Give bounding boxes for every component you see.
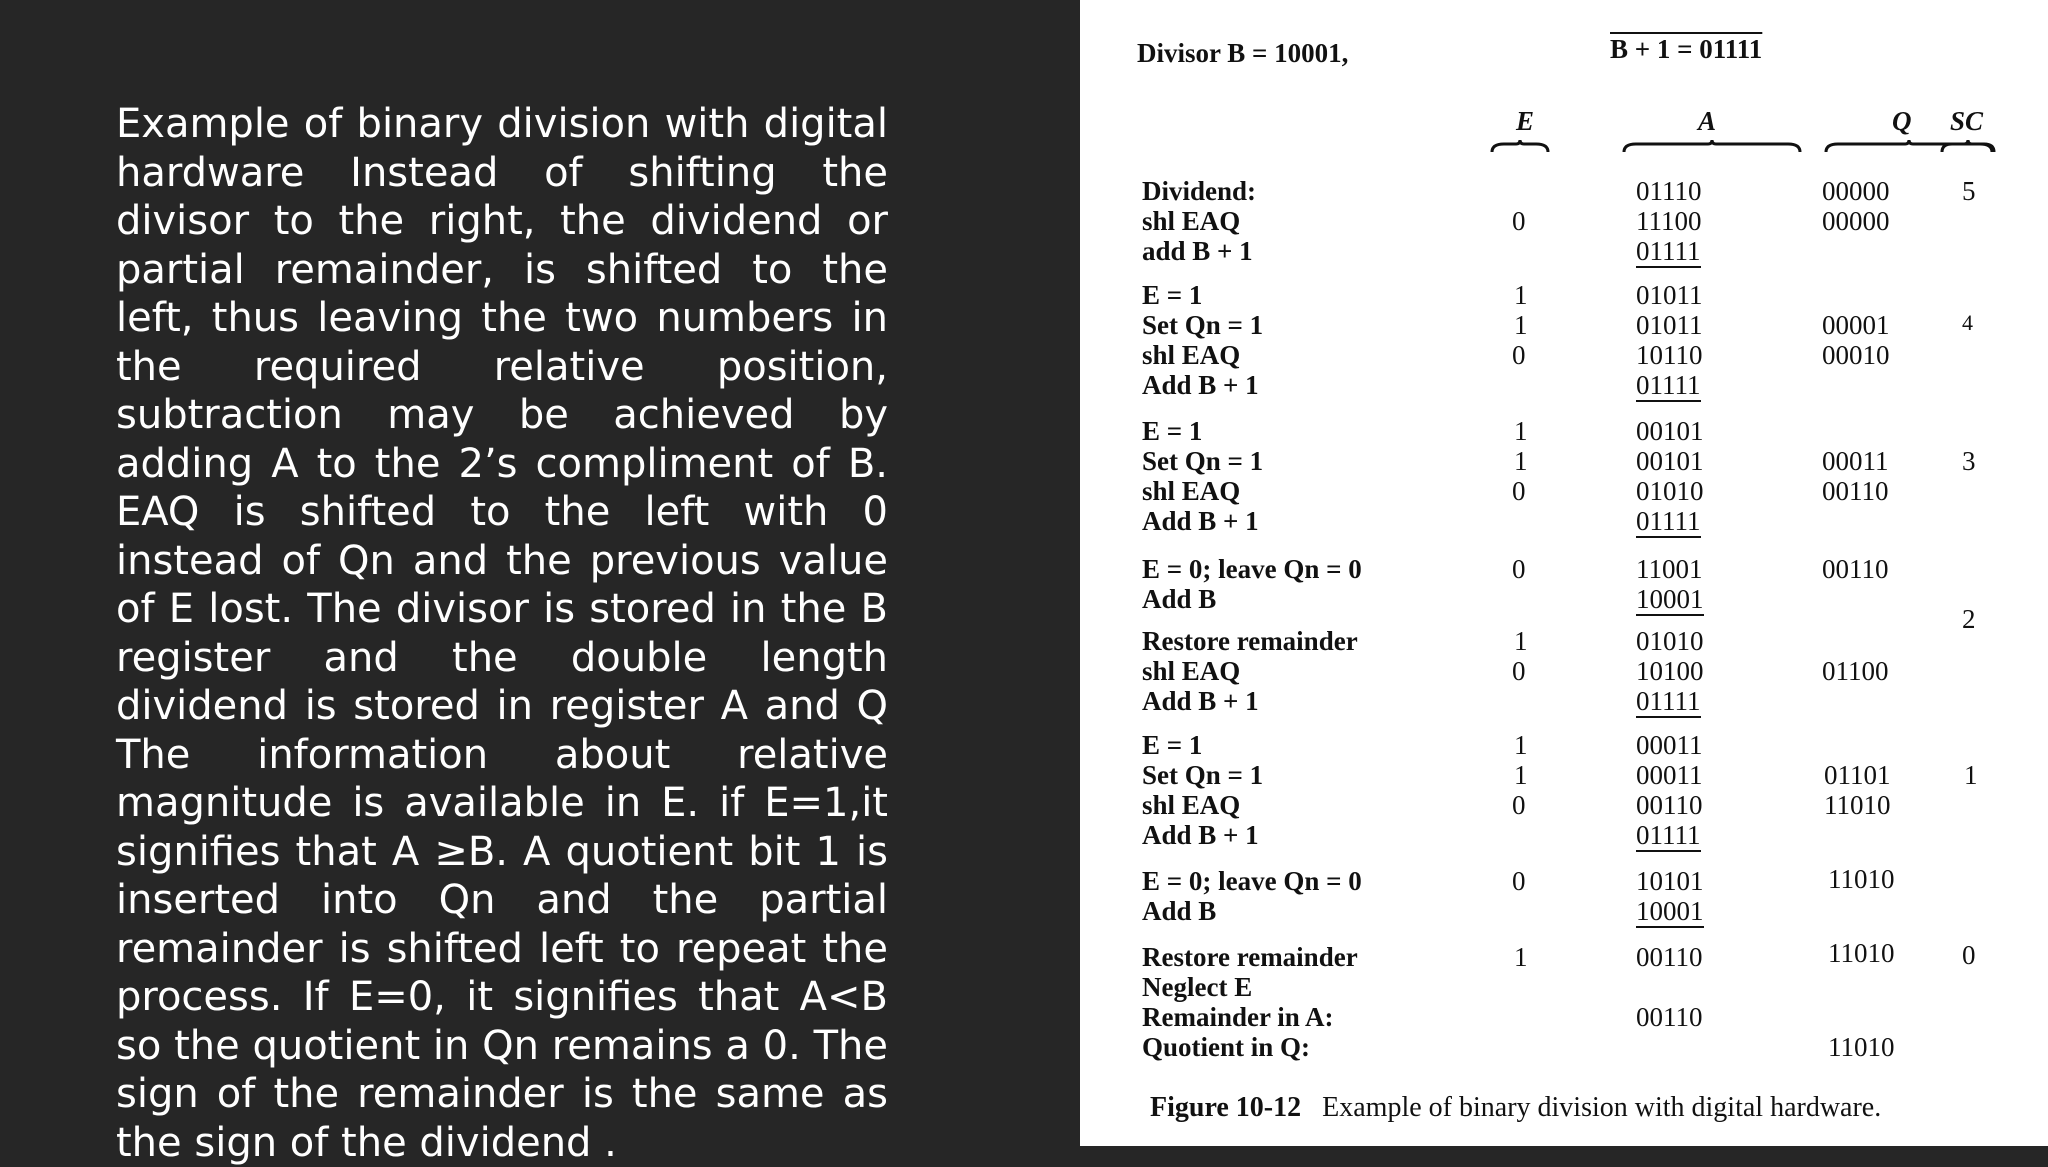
complement-label-text: B + 1 = 01111	[1610, 34, 1763, 64]
step-label: E = 0; leave Qn = 0	[1142, 554, 1362, 584]
a-value: 01111	[1636, 820, 1701, 850]
q-value: 00001	[1822, 310, 1890, 340]
step-label: Add B	[1142, 584, 1217, 614]
e-value: 1	[1514, 760, 1528, 790]
e-value: 1	[1514, 280, 1528, 310]
e-value: 1	[1514, 730, 1528, 760]
step-label: Add B + 1	[1142, 686, 1259, 716]
step-label: shl EAQ	[1142, 790, 1241, 820]
a-value: 00101	[1636, 446, 1704, 476]
q-value: 01100	[1822, 656, 1889, 686]
step-label: Add B + 1	[1142, 820, 1259, 850]
step-label: Add B	[1142, 896, 1217, 926]
step-label: shl EAQ	[1142, 656, 1241, 686]
e-value: 1	[1514, 416, 1528, 446]
a-value: 10110	[1636, 340, 1703, 370]
step-label: Set Qn = 1	[1142, 310, 1264, 340]
a-value: 10001	[1636, 896, 1704, 926]
step-label: E = 1	[1142, 730, 1203, 760]
sc-value: 5	[1962, 176, 1976, 206]
e-value: 0	[1512, 476, 1526, 506]
a-value: 00011	[1636, 730, 1703, 760]
figure-10-12	[1080, 0, 2048, 1146]
a-value: 01111	[1636, 236, 1701, 266]
step-label: E = 1	[1142, 416, 1203, 446]
sc-value: 3	[1962, 446, 1976, 476]
a-value: 00101	[1636, 416, 1704, 446]
q-value: 11010	[1828, 864, 1895, 894]
step-label: Set Qn = 1	[1142, 446, 1264, 476]
a-value: 10001	[1636, 584, 1704, 614]
brace-sc	[1940, 140, 1996, 154]
a-value: 11100	[1636, 206, 1702, 236]
q-value: 00000	[1822, 176, 1890, 206]
a-value: 01011	[1636, 310, 1703, 340]
a-value: 00110	[1636, 1002, 1703, 1032]
step-label: Restore remainder	[1142, 626, 1358, 656]
a-value: 01111	[1636, 370, 1701, 400]
e-value: 0	[1512, 790, 1526, 820]
complement-label	[1610, 36, 1762, 63]
e-value: 0	[1512, 206, 1526, 236]
a-value: 00011	[1636, 760, 1703, 790]
figure-caption	[1150, 1094, 1881, 1122]
a-value: 01010	[1636, 476, 1704, 506]
step-label: shl EAQ	[1142, 206, 1241, 236]
a-value: 01111	[1636, 686, 1701, 716]
a-value: 00110	[1636, 942, 1703, 972]
sc-value: 0	[1962, 940, 1976, 970]
header-q: Q	[1892, 106, 1912, 136]
q-value: 11010	[1828, 938, 1895, 968]
e-value: 0	[1512, 656, 1526, 686]
divisor-label: Divisor B = 10001,	[1137, 38, 1349, 68]
step-label: Dividend:	[1142, 176, 1257, 206]
step-label: E = 0; leave Qn = 0	[1142, 866, 1362, 896]
header-a: A	[1698, 106, 1717, 136]
q-value: 00011	[1822, 446, 1889, 476]
step-label: add B + 1	[1142, 236, 1253, 266]
a-value: 10101	[1636, 866, 1704, 896]
step-label: Add B + 1	[1142, 506, 1259, 536]
step-label: shl EAQ	[1142, 476, 1241, 506]
sc-value: 2	[1962, 604, 1976, 634]
figure-bottom-edge	[1080, 1146, 2048, 1152]
step-label: Neglect E	[1142, 972, 1253, 1002]
e-value: 0	[1512, 340, 1526, 370]
e-value: 1	[1514, 446, 1528, 476]
a-value: 01011	[1636, 280, 1703, 310]
e-value: 1	[1514, 626, 1528, 656]
a-value: 01111	[1636, 506, 1701, 536]
q-value: 11010	[1828, 1032, 1895, 1062]
caption-number: Figure 10-12	[1150, 1092, 1302, 1123]
a-value: 01110	[1636, 176, 1702, 206]
q-value: 00000	[1822, 206, 1890, 236]
sc-value: 1	[1964, 760, 1978, 790]
brace-a	[1622, 140, 1802, 154]
q-value: 01101	[1824, 760, 1891, 790]
brace-e	[1490, 140, 1550, 154]
header-e: E	[1516, 106, 1535, 136]
sc-value: 4	[1962, 310, 1973, 335]
q-value: 11010	[1824, 790, 1891, 820]
a-value: 00110	[1636, 790, 1703, 820]
step-label: shl EAQ	[1142, 340, 1241, 370]
e-value: 1	[1514, 942, 1528, 972]
step-label: Set Qn = 1	[1142, 760, 1264, 790]
step-label: Remainder in A:	[1142, 1002, 1334, 1032]
step-label: E = 1	[1142, 280, 1203, 310]
header-sc: SC	[1950, 106, 1984, 136]
step-label: Add B + 1	[1142, 370, 1259, 400]
a-value: 11001	[1636, 554, 1703, 584]
e-value: 0	[1512, 866, 1526, 896]
caption-text: Example of binary division with digital hardware.	[1322, 1092, 1882, 1123]
q-value: 00110	[1822, 554, 1889, 584]
step-label: Quotient in Q:	[1142, 1032, 1311, 1062]
q-value: 00010	[1822, 340, 1890, 370]
e-value: 1	[1514, 310, 1528, 340]
description-paragraph: Example of binary division with digital hardware Instead of shifting the divisor to the right, the dividend or partial remainder, is shifted to the left, thus leaving the two numbers in the required relative position, subtraction may be achieved by adding A to the 2’s compliment of B. EAQ is shifted to the left with 0 instead of Qn and the previous value of E lost. The divisor is stored in the B register and the double length dividend is stored in register A and Q The information about relative magnitude is available in E. if E=1,it signifies that A ≥B. A quotient bit 1 is inserted into Qn and the partial remainder is shifted left to repeat the process. If E=0, it signifies that A<B so the quotient in Qn remains a 0. The sign of the remainder is the same as the sign of the dividend .	[116, 101, 888, 1166]
a-value: 10100	[1636, 656, 1704, 686]
e-value: 0	[1512, 554, 1526, 584]
q-value: 00110	[1822, 476, 1889, 506]
step-label: Restore remainder	[1142, 942, 1358, 972]
a-value: 01010	[1636, 626, 1704, 656]
